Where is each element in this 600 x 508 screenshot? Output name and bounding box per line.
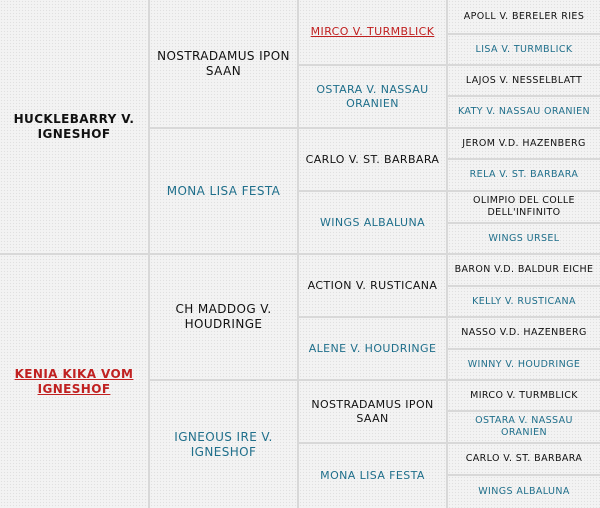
gen3-6 — [299, 318, 446, 379]
gen4-9-name: BARON V.D. BALDUR EICHE — [454, 264, 594, 276]
gen4-11-name: NASSO V.D. HAZENBERG — [461, 327, 587, 339]
gen4-10-name: KELLY V. RUSTICANA — [472, 295, 576, 307]
gen4-6 — [448, 160, 600, 190]
gen3-4-name: WINGS ALBALUNA — [319, 215, 426, 229]
gen3-5-name: ACTION V. RUSTICANA — [307, 278, 438, 292]
gen4-7 — [448, 192, 600, 222]
gen2-dam-sire-name: CH MADDOG V. HOUDRINGE — [175, 302, 272, 331]
gen3-3-name: CARLO V. ST. BARBARA — [305, 152, 440, 166]
gen4-4 — [448, 97, 600, 127]
gen4-5 — [448, 129, 600, 158]
gen4-8 — [448, 224, 600, 253]
gen4-14-name: OSTARA V. NASSAU ORANIEN — [475, 415, 573, 438]
gen3-2-name: OSTARA V. NASSAU ORANIEN — [316, 82, 429, 110]
gen3-8-name: MONA LISA FESTA — [320, 469, 425, 483]
gen4-8-name: WINGS URSEL — [488, 232, 560, 244]
gen4-2-name: LISA V. TURMBLICK — [475, 43, 573, 55]
gen4-7-name: OLIMPIO DEL COLLE DELL'INFINITO — [473, 195, 575, 218]
gen3-1[interactable] — [299, 0, 446, 64]
gen3-3 — [299, 129, 446, 190]
gen4-16-name: WINGS ALBALUNA — [478, 486, 570, 498]
gen4-15-name: CARLO V. ST. BARBARA — [465, 453, 583, 465]
gen4-5-name: JEROM V.D. HAZENBERG — [462, 137, 586, 149]
gen4-16 — [448, 476, 600, 508]
gen4-1-name: APOLL V. BERELER RIES — [463, 10, 585, 22]
gen1-sire-name: HUCKLEBARRY V. IGNESHOF — [13, 111, 135, 141]
gen4-11 — [448, 318, 600, 348]
gen4-4-name: KATY V. NASSAU ORANIEN — [457, 106, 591, 118]
gen4-14 — [448, 412, 600, 442]
gen4-2 — [448, 35, 600, 64]
gen2-dam-dam-name: IGNEOUS IRE V. IGNESHOF — [174, 429, 273, 459]
gen4-10 — [448, 287, 600, 316]
gen4-6-name: RELA V. ST. BARBARA — [469, 169, 579, 181]
gen4-13 — [448, 381, 600, 410]
gen4-3-name: LAJOS V. NESSELBLATT — [465, 74, 583, 86]
gen1-sire — [0, 0, 148, 253]
gen4-9 — [448, 255, 600, 285]
gen3-6-name: ALENE V. HOUDRINGE — [308, 341, 437, 355]
gen4-3 — [448, 66, 600, 95]
gen2-sire-sire — [150, 0, 297, 127]
gen3-8 — [299, 444, 446, 508]
gen3-5 — [299, 255, 446, 316]
gen1-dam[interactable] — [0, 255, 148, 508]
gen2-sire-dam — [150, 129, 297, 253]
gen3-1-link[interactable]: MIRCO V. TURMBLICK — [310, 25, 435, 39]
gen4-12-name: WINNY V. HOUDRINGE — [467, 358, 581, 370]
gen2-sire-dam-name: MONA LISA FESTA — [166, 183, 281, 198]
gen2-dam-dam — [150, 381, 297, 508]
gen4-13-name: MIRCO V. TURMBLICK — [470, 389, 578, 401]
gen3-7 — [299, 381, 446, 442]
gen4-15 — [448, 444, 600, 474]
gen4-1 — [448, 0, 600, 33]
gen2-dam-sire — [150, 255, 297, 379]
gen3-2 — [299, 66, 446, 127]
gen1-dam-link[interactable]: KENIA KIKA VOM IGNESHOF — [14, 366, 134, 396]
gen3-7-name: NOSTRADAMUS IPON SAAN — [311, 397, 434, 425]
gen2-sire-sire-name: NOSTRADAMUS IPON SAAN — [157, 48, 290, 78]
gen3-4 — [299, 192, 446, 253]
gen4-12 — [448, 350, 600, 379]
